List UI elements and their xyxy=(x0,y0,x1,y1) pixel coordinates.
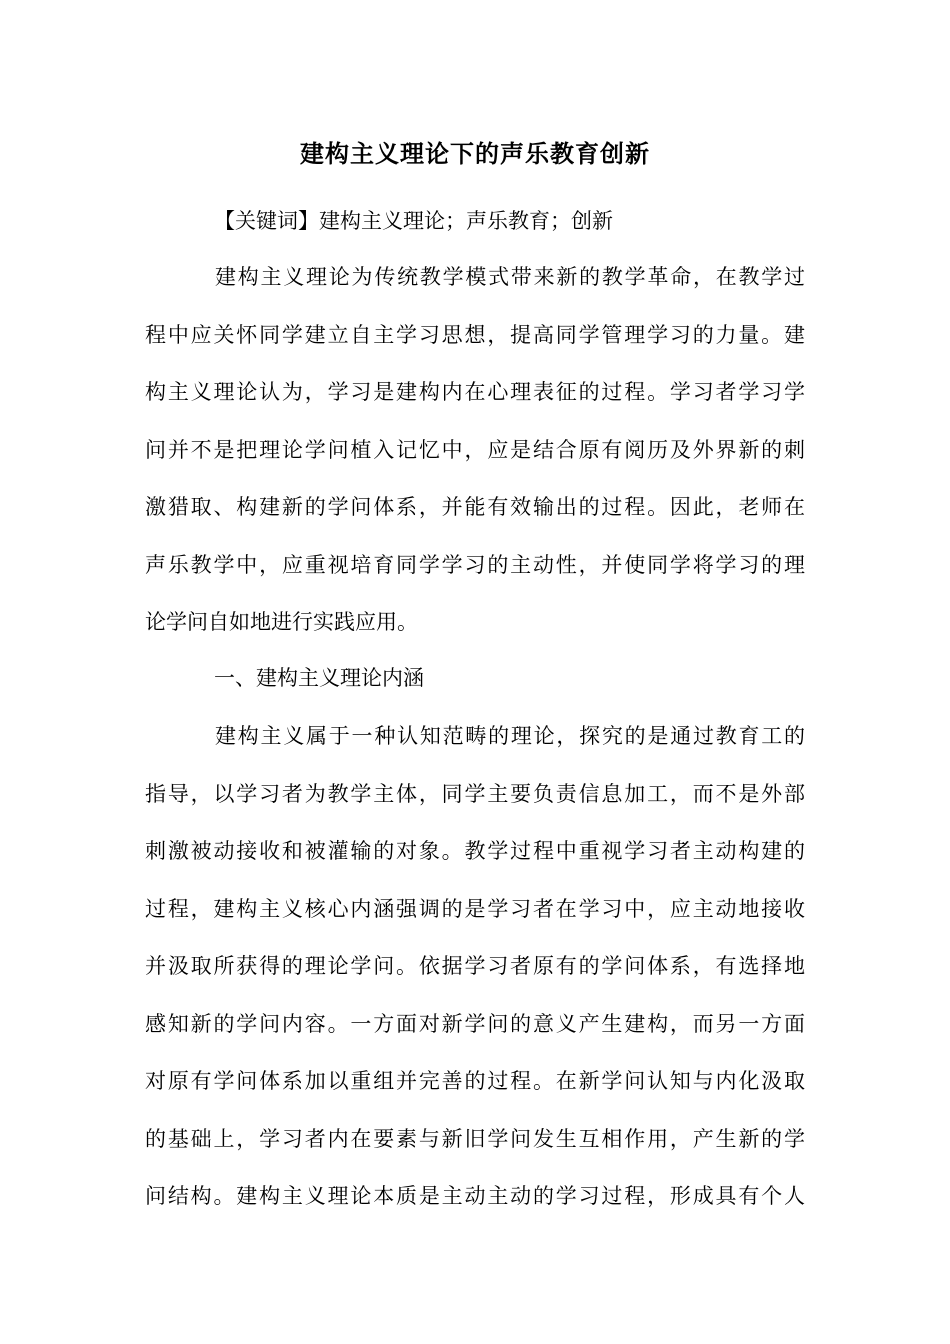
paragraph-1 xyxy=(145,249,805,652)
paragraph-line: 的基础上，学习者内在要素与新旧学问发生互相作用，产生新的学 xyxy=(145,1126,805,1151)
paragraph-line: 论学问自如地进行实践应用。 xyxy=(145,610,418,634)
paragraph-line: 程中应关怀同学建立自主学习思想，提高同学管理学习的力量。建 xyxy=(145,322,805,347)
keywords-line: 【关键词】建构主义理论；声乐教育；创新 xyxy=(214,209,613,233)
document-title: 建构主义理论下的声乐教育创新 xyxy=(300,140,650,168)
paragraph-line: 感知新的学问内容。一方面对新学问的意义产生建构，而另一方面 xyxy=(145,1011,805,1036)
paragraph-line: 问结构。建构主义理论本质是主动主动的学习过程，形成具有个人 xyxy=(145,1184,805,1208)
paragraph-line: 过程，建构主义核心内涵强调的是学习者在学习中，应主动地接收 xyxy=(145,896,805,921)
paragraph-line: 建构主义理论为传统教学模式带来新的教学革命，在教学过 xyxy=(215,265,805,289)
paragraph-line: 指导，以学习者为教学主体，同学主要负责信息加工，而不是外部 xyxy=(145,781,805,806)
paragraph-line: 对原有学问体系加以重组并完善的过程。在新学问认知与内化汲取 xyxy=(145,1069,805,1093)
paragraph-line: 并汲取所获得的理论学问。依据学习者原有的学问体系，有选择地 xyxy=(145,954,805,978)
paragraph-line: 问并不是把理论学问植入记忆中，应是结合原有阅历及外界新的刺 xyxy=(145,437,805,462)
paragraph-line: 构主义理论认为，学习是建构内在心理表征的过程。学习者学习学 xyxy=(145,380,805,404)
paragraph-2 xyxy=(145,708,805,1226)
paragraph-line: 激猎取、构建新的学问体系，并能有效输出的过程。因此，老师在 xyxy=(145,495,805,519)
paragraph-line: 建构主义属于一种认知范畴的理论，探究的是通过教育工的 xyxy=(215,724,805,748)
paragraph-line: 刺激被动接收和被灌输的对象。教学过程中重视学习者主动构建的 xyxy=(145,839,805,863)
paragraph-line: 声乐教学中，应重视培育同学学习的主动性，并使同学将学习的理 xyxy=(145,552,805,577)
section-heading: 一、建构主义理论内涵 xyxy=(214,666,424,690)
